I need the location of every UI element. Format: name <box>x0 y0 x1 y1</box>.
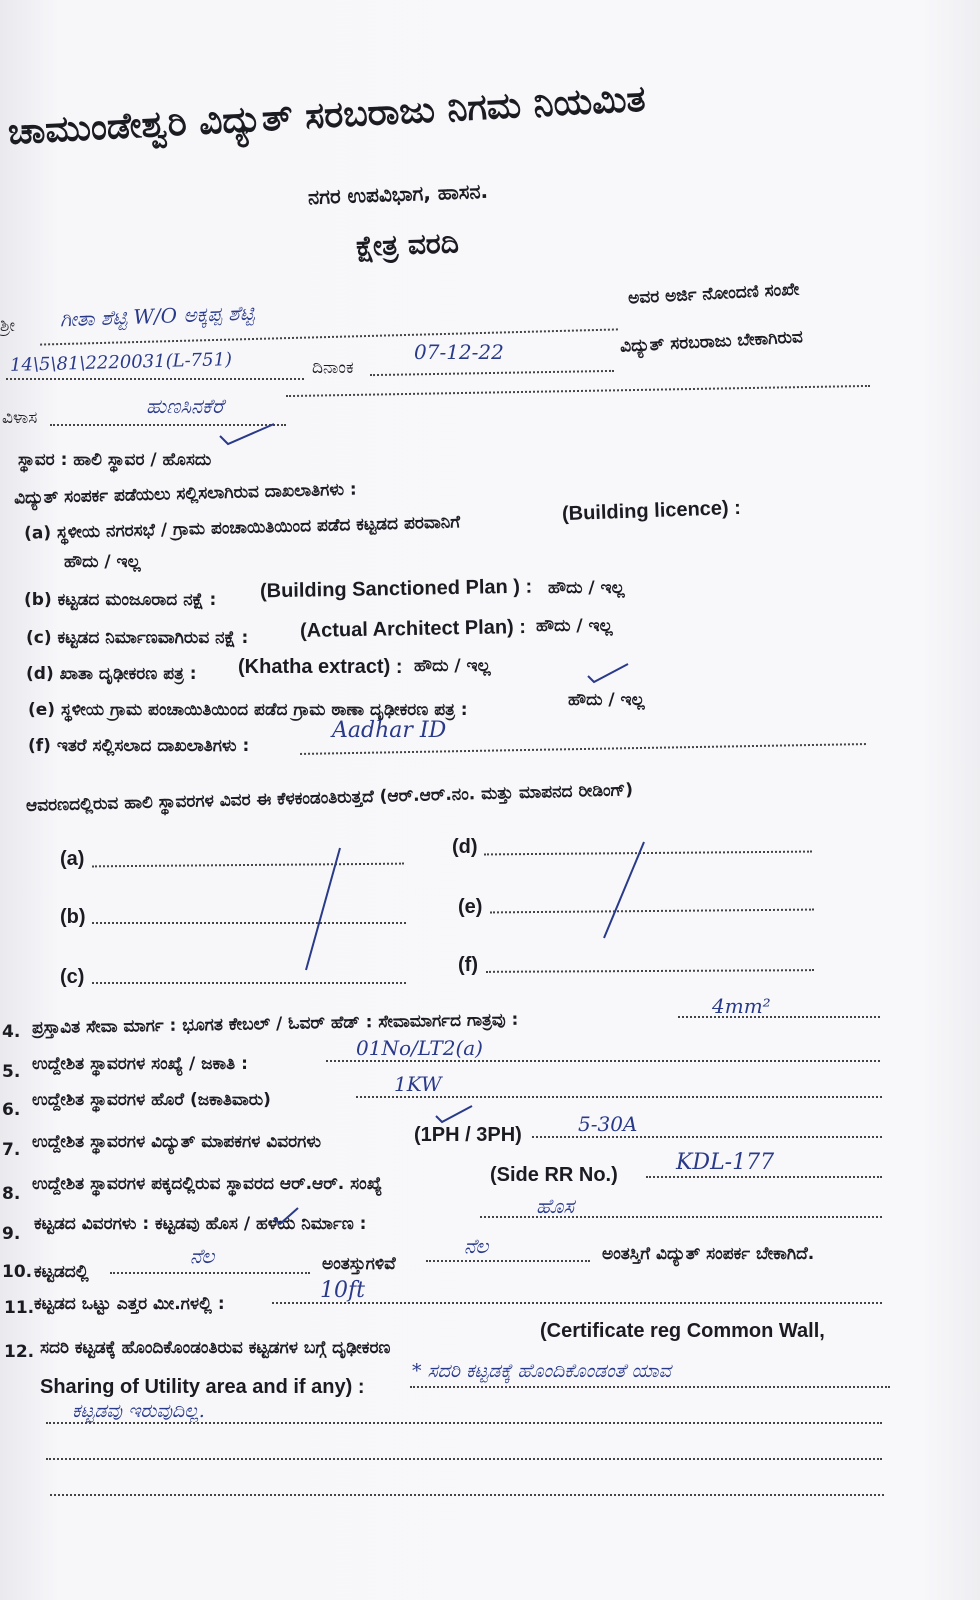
item-8-line <box>646 1176 882 1178</box>
item-6-label: ಉದ್ದೇಶಿತ ಸ್ಥಾವರಗಳ ಹೊರೆ (ಜಕಾತಿವಾರು) <box>32 1090 271 1110</box>
item-12-line-1 <box>410 1386 890 1388</box>
item-11-number: 11. <box>4 1298 35 1318</box>
doc-d-english: (Khatha extract) : <box>238 656 403 678</box>
item-12-label: ಸದರಿ ಕಟ್ಟಡಕ್ಕೆ ಹೊಂದಿಕೊಂಡಂತಿರುವ ಕಟ್ಟಡಗಳ ಬಗ್ಗೆ ದೃಢೀಕರಣ <box>40 1338 391 1358</box>
item-10-label-c: ಅಂತಸ್ತಿಗೆ ವಿದ್ಯುತ್ ಸಂಪರ್ಕ ಬೇಕಾಗಿದೆ. <box>602 1244 815 1264</box>
doc-b-english: (Building Sanctioned Plan ) : <box>259 575 533 603</box>
item-5-value: 01No/LT2(a) <box>356 1036 483 1060</box>
item-10-line-b <box>426 1260 590 1262</box>
applicant-prefix: ಶ್ರೀ <box>0 316 15 336</box>
applicant-name: ಗೀತಾ ಶೆಟ್ಟಿ W/O ಅಕ್ಕಪ್ಪ ಶೆಟ್ಟಿ <box>59 300 255 332</box>
nearby-c-line <box>92 982 406 984</box>
item-10-value-a: ನೆಲ <box>190 1244 215 1268</box>
item-10-label-b: ಅಂತಸ್ತುಗಳಿವೆ <box>322 1254 396 1274</box>
nearby-heading: ಆವರಣದಲ್ಲಿರುವ ಹಾಲಿ ಸ್ಥಾವರಗಳ ವಿವರ ಈ ಕೆಳಕಂಡಂತಿರುತ್ತದೆ (ಆರ್.ಆರ್.ನಂ. ಮತ್ತು ಮಾಪನದ ರೀಡಿಂಗ್) <box>25 780 634 816</box>
item-12-english-1: (Certificate reg Common Wall, <box>540 1320 825 1342</box>
item-7-line <box>532 1136 882 1138</box>
doc-c-options: ಹೌದು / ಇಲ್ಲ <box>536 616 613 636</box>
address-top-line <box>286 385 870 397</box>
item-9-number: 9. <box>2 1224 21 1244</box>
nearby-b-label: (b) <box>60 906 86 928</box>
strike-line-right <box>600 840 650 940</box>
documents-heading: ವಿದ್ಯುತ್ ಸಂಪರ್ಕ ಪಡೆಯಲು ಸಲ್ಲಿಸಲಾಗಿರುವ ದಾಖಲಾತಿಗಳು : <box>13 479 357 509</box>
installation-type: ಸ್ಥಾವರ : ಹಾಲಿ ಸ್ಥಾವರ / ಹೊಸದು <box>18 450 212 470</box>
check-mark-icon <box>218 420 278 446</box>
doc-f-label: (f) ಇತರೆ ಸಲ್ಲಿಸಲಾದ ದಾಖಲಾತಿಗಳು : <box>28 736 250 756</box>
item-8-number: 8. <box>2 1184 21 1204</box>
doc-d-options: ಹೌದು / ಇಲ್ಲ <box>414 656 491 676</box>
item-12-number: 12. <box>4 1342 35 1362</box>
reg-no-line <box>6 378 304 380</box>
item-6-number: 6. <box>2 1100 21 1120</box>
doc-a-options: ಹೌದು / ಇಲ್ಲ <box>64 552 141 572</box>
reg-no: 14\5\81\2220031(L-751) <box>9 349 233 376</box>
tick-mark-icon <box>586 660 630 684</box>
item-6-value: 1KW <box>394 1072 442 1096</box>
nearby-d-label: (d) <box>452 836 478 858</box>
item-7-phase: (1PH / 3PH) <box>414 1124 522 1146</box>
doc-f-line <box>300 743 866 755</box>
doc-c-label: (c) ಕಟ್ಟಡದ ನಿರ್ಮಾಣವಾಗಿರುವ ನಕ್ಷೆ : <box>26 628 249 648</box>
item-11-value: 10ft <box>320 1278 365 1303</box>
tick-mark-icon <box>272 1206 300 1226</box>
item-5-number: 5. <box>2 1062 21 1082</box>
doc-b-label: (b) ಕಟ್ಟಡದ ಮಂಜೂರಾದ ನಕ್ಷೆ : <box>24 590 217 610</box>
item-12-english-2: Sharing of Utility area and if any) : <box>40 1376 365 1398</box>
item-10-number: 10. <box>2 1262 33 1282</box>
item-5-label: ಉದ್ದೇಶಿತ ಸ್ಥಾವರಗಳ ಸಂಖ್ಯೆ / ಜಕಾತಿ : <box>32 1054 248 1074</box>
item-9-value: ಹೊಸ <box>536 1194 575 1218</box>
doc-b-options: ಹೌದು / ಇಲ್ಲ <box>548 578 625 598</box>
item-10-value-b: ನೆಲ <box>464 1234 489 1258</box>
report-title: ಕ್ಷೇತ್ರ ವರದಿ <box>355 226 460 263</box>
nearby-b-line <box>92 922 406 924</box>
strike-line-left <box>300 846 350 972</box>
item-6-line <box>356 1096 882 1098</box>
reg-label: ಅವರ ಅರ್ಜಿ ನೋಂದಣಿ ಸಂಖೇ <box>627 279 800 309</box>
division: ನಗರ ಉಪವಿಭಾಗ, ಹಾಸನ. <box>307 178 489 210</box>
item-12-line-4 <box>50 1494 884 1496</box>
item-4-line <box>678 1016 880 1018</box>
item-9-label: ಕಟ್ಟಡದ ವಿವರಗಳು : ಕಟ್ಟಡವು ಹೊಸ / ಹಳೆಯ ನಿರ್ಮಾಣ : <box>34 1214 367 1234</box>
doc-c-english: (Actual Architect Plan) : <box>299 616 527 642</box>
item-4-number: 4. <box>2 1022 21 1042</box>
nearby-e-line <box>490 909 814 914</box>
item-7-label: ಉದ್ದೇಶಿತ ಸ್ಥಾವರಗಳ ವಿದ್ಯುತ್ ಮಾಪಕಗಳ ವಿವರಗಳು <box>32 1132 321 1152</box>
address-value: ಹುಣಸಿನಕೆರೆ <box>146 394 224 418</box>
doc-d-label: (d) ಖಾತಾ ದೃಢೀಕರಣ ಪತ್ರ : <box>26 664 197 684</box>
applicant-name-line <box>40 328 618 345</box>
item-7-value: 5-30A <box>578 1112 638 1136</box>
item-8-side-rr: (Side RR No.) <box>490 1164 618 1186</box>
tick-mark-icon <box>434 1102 474 1124</box>
item-8-value: KDL-177 <box>676 1150 775 1175</box>
item-8-label: ಉದ್ದೇಶಿತ ಸ್ಥಾವರಗಳ ಪಕ್ಕದಲ್ಲಿರುವ ಸ್ಥಾವರದ ಆರ್.ಆರ್. ಸಂಖ್ಯೆ <box>32 1174 383 1194</box>
doc-e-options: ಹೌದು / ಇಲ್ಲ <box>568 690 645 710</box>
address-label: ವಿಳಾಸ <box>2 408 38 428</box>
application-date: 07-12-22 <box>414 340 504 364</box>
nearby-f-label: (f) <box>458 954 478 976</box>
nearby-f-line <box>486 969 814 973</box>
supply-label: ವಿದ್ಯುತ್ ಸರಬರಾಜು ಬೇಕಾಗಿರುವ <box>619 327 804 357</box>
doc-a-label: (a) ಸ್ಥಳೀಯ ನಗರಸಭೆ / ಗ್ರಾಮ ಪಂಚಾಯಿತಿಯಿಂದ ಪಡೆದ ಕಟ್ಟಡದ ಪರವಾನಿಗೆ <box>23 512 461 544</box>
doc-e-label: (e) ಸ್ಥಳೀಯ ಗ್ರಾಮ ಪಂಚಾಯಿತಿಯಿಂದ ಪಡೆದ ಗ್ರಾಮ ಠಾಣಾ ದೃಢೀಕರಣ ಪತ್ರ : <box>28 700 468 720</box>
nearby-c-label: (c) <box>60 966 85 988</box>
item-12-line-3 <box>46 1458 882 1460</box>
item-10-label-a: ಕಟ್ಟಡದಲ್ಲಿ <box>34 1262 89 1282</box>
date-line <box>370 370 614 376</box>
doc-f-value: Aadhar ID <box>332 718 447 743</box>
item-7-number: 7. <box>2 1140 21 1160</box>
doc-a-english: (Building licence) : <box>561 496 742 526</box>
item-12-value-1: * ಸದರಿ ಕಟ್ಟಡಕ್ಕೆ ಹೊಂದಿಕೊಂಡಂತೆ ಯಾವ <box>412 1360 671 1382</box>
item-11-label: ಕಟ್ಟಡದ ಒಟ್ಟು ಎತ್ತರ ಮೀ.ಗಳಲ್ಲಿ : <box>34 1294 225 1314</box>
nearby-a-line <box>92 863 404 868</box>
org-name: ಚಾಮುಂಡೇಶ್ವರಿ ವಿದ್ಯುತ್ ಸರಬರಾಜು ನಿಗಮ ನಿಯಮಿತ <box>6 78 647 153</box>
date-label: ದಿನಾಂಕ <box>312 358 354 378</box>
item-5-line <box>326 1060 880 1062</box>
item-12-value-2: ಕಟ್ಟಡವು ಇರುವುದಿಲ್ಲ. <box>72 1400 205 1422</box>
item-10-line-a <box>110 1272 310 1274</box>
nearby-a-label: (a) <box>60 848 85 870</box>
nearby-e-label: (e) <box>458 896 483 918</box>
item-4-value: 4mm² <box>712 994 771 1018</box>
item-12-line-2 <box>46 1422 882 1424</box>
item-4-label: ಪ್ರಸ್ತಾವಿತ ಸೇವಾ ಮಾರ್ಗ : ಭೂಗತ ಕೇಬಲ್ / ಓವರ್ ಹೆಡ್ : ಸೇವಾಮಾರ್ಗದ ಗಾತ್ರವು : <box>31 1009 519 1039</box>
